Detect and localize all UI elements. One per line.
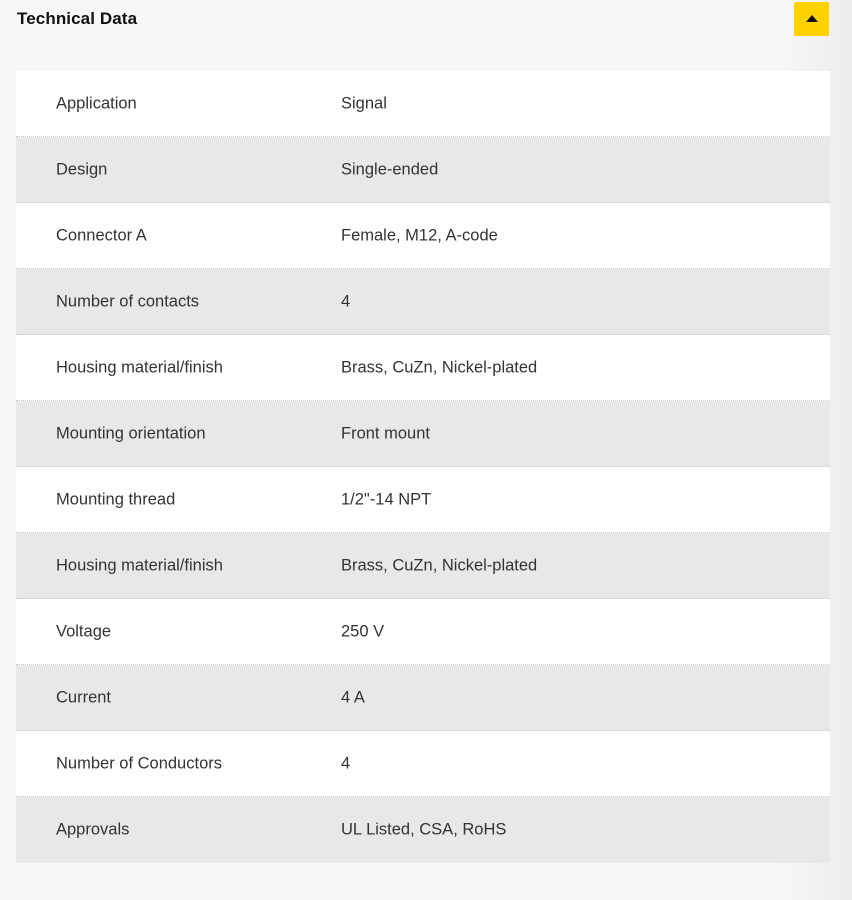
spec-value: Brass, CuZn, Nickel-plated — [341, 358, 538, 376]
section-title: Technical Data — [17, 9, 138, 28]
table-row — [16, 731, 830, 797]
table-row — [16, 269, 830, 335]
spec-value: Front mount — [341, 424, 430, 442]
spec-value: 4 — [341, 754, 351, 772]
section-header — [0, 0, 852, 40]
spec-value: Female, M12, A-code — [341, 226, 498, 244]
spec-value: UL Listed, CSA, RoHS — [341, 820, 507, 839]
spec-label: Housing material/finish — [56, 556, 223, 574]
spec-value: 4 A — [341, 688, 365, 706]
spec-label: Voltage — [56, 622, 112, 640]
spec-label: Application — [56, 94, 137, 112]
table-row — [16, 137, 830, 203]
spec-value: 1/2"-14 NPT — [341, 490, 432, 508]
caret-up-icon — [806, 15, 818, 22]
spec-value: 4 — [341, 292, 351, 310]
table-row — [16, 797, 830, 863]
table-row — [16, 665, 830, 731]
table-row — [16, 401, 830, 467]
table-row — [16, 467, 830, 533]
spec-label: Housing material/finish — [56, 358, 223, 376]
spec-value: Single-ended — [341, 160, 439, 178]
spec-label: Mounting orientation — [56, 424, 206, 442]
table-row — [16, 203, 830, 269]
spec-label: Mounting thread — [56, 490, 176, 508]
table-row — [16, 533, 830, 599]
spec-label: Design — [56, 160, 108, 178]
spec-value: Signal — [341, 94, 387, 112]
table-row — [16, 71, 830, 137]
spec-label: Number of Conductors — [56, 754, 222, 772]
specs-table — [16, 71, 830, 863]
spec-value: 250 V — [341, 622, 385, 640]
spec-label: Connector A — [56, 226, 147, 244]
table-row — [16, 599, 830, 665]
spec-label: Number of contacts — [56, 292, 200, 310]
spec-value: Brass, CuZn, Nickel-plated — [341, 556, 538, 574]
spec-label: Current — [56, 688, 112, 706]
spec-label: Approvals — [56, 820, 130, 839]
table-row — [16, 335, 830, 401]
collapse-toggle-button[interactable] — [794, 2, 829, 36]
